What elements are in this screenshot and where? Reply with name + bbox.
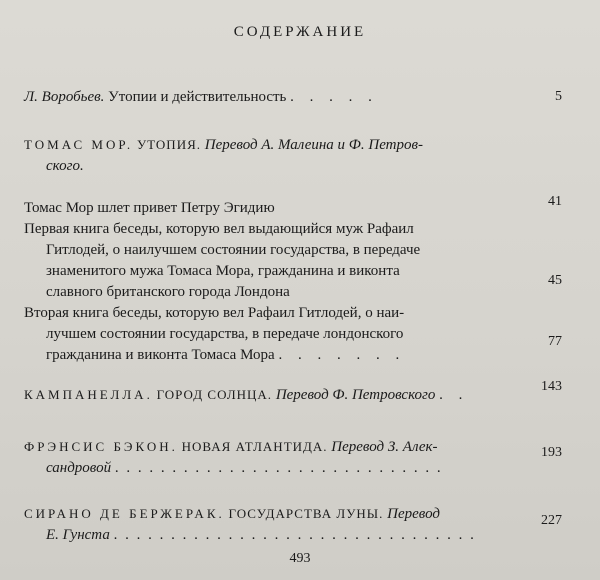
entry-author: ФРЭНСИС БЭКОН. (24, 439, 178, 454)
entry-line: Вторая книга беседы, которую вел Рафаил Гитлодей, о наи- (24, 305, 405, 321)
leader-dots: . . . . . (290, 89, 378, 105)
entry-line: Первая книга беседы, которую вел выдающийся муж Рафаил (24, 221, 414, 237)
page-number: 227 (541, 513, 562, 528)
toc-entry-vorobiev (24, 87, 534, 108)
toc-entry-more-letter (24, 198, 534, 219)
entry-line: гражданина и виконта Томаса Мора (46, 347, 275, 363)
entry-translator-cont: Е. Гунста (46, 527, 110, 543)
entry-translator-cont: ского. (46, 158, 84, 174)
entry-author: ТОМАС МОР. (24, 137, 134, 152)
entry-translator: Перевод А. Малеина и Ф. Петров- (204, 137, 424, 153)
folio-page-number: 493 (289, 551, 311, 566)
toc-entry-book-two (24, 303, 534, 366)
entry-title: Томас Мор шлет привет Петру Эгидию (24, 200, 275, 216)
entry-translator: Перевод З. Алек- (331, 439, 438, 455)
entry-title: ГОРОД СОЛНЦА. (156, 387, 273, 402)
leader-dots: . . . . . . . . . . . . . . . . . . . . . . . . . . . . . . . . (113, 527, 476, 543)
toc-entry-bacon (24, 436, 534, 479)
toc-entry-book-one (24, 219, 534, 303)
entry-title: УТОПИЯ. (136, 137, 201, 152)
page-number: 193 (541, 445, 562, 460)
entry-line: славного британского города Лондона (46, 284, 290, 300)
entry-title: НОВАЯ АТЛАНТИДА. (181, 439, 328, 454)
entry-translator-cont: сандровой (46, 460, 112, 476)
page-number: 41 (548, 194, 562, 209)
entry-author: КАМПАНЕЛЛА. (24, 387, 153, 402)
leader-dots: . . (439, 387, 469, 403)
entry-author: СИРАНО ДЕ БЕРЖЕРАК. (24, 506, 225, 521)
entry-line: лучшем состоянии государства, в передаче лондонского (46, 326, 404, 342)
leader-dots: . . . . . . . (278, 347, 406, 363)
toc-entry-cyrano (24, 503, 534, 546)
entry-line: знаменитого мужа Томаса Мора, гражданина и виконта (46, 263, 400, 279)
page-number: 143 (541, 379, 562, 394)
toc-entry-campanella (24, 384, 534, 406)
contents-heading: СОДЕРЖАНИЕ (233, 24, 367, 40)
entry-line: Гитлодей, о наилучшем состоянии государства, в передаче (46, 242, 421, 258)
entry-title: ГОСУДАРСТВА ЛУНЫ. (228, 506, 384, 521)
entry-title: Утопии и действительность (108, 89, 287, 105)
page-number: 5 (555, 89, 562, 104)
toc-entry-more (24, 134, 534, 177)
entry-translator: Перевод (387, 506, 440, 522)
entry-author: Л. Воробьев. (24, 89, 105, 105)
leader-dots: . . . . . . . . . . . . . . . . . . . . . . . . . . . . . (114, 460, 443, 476)
page-number: 45 (548, 273, 562, 288)
entry-translator: Перевод Ф. Петровского (275, 387, 436, 403)
page-number: 77 (548, 334, 562, 349)
